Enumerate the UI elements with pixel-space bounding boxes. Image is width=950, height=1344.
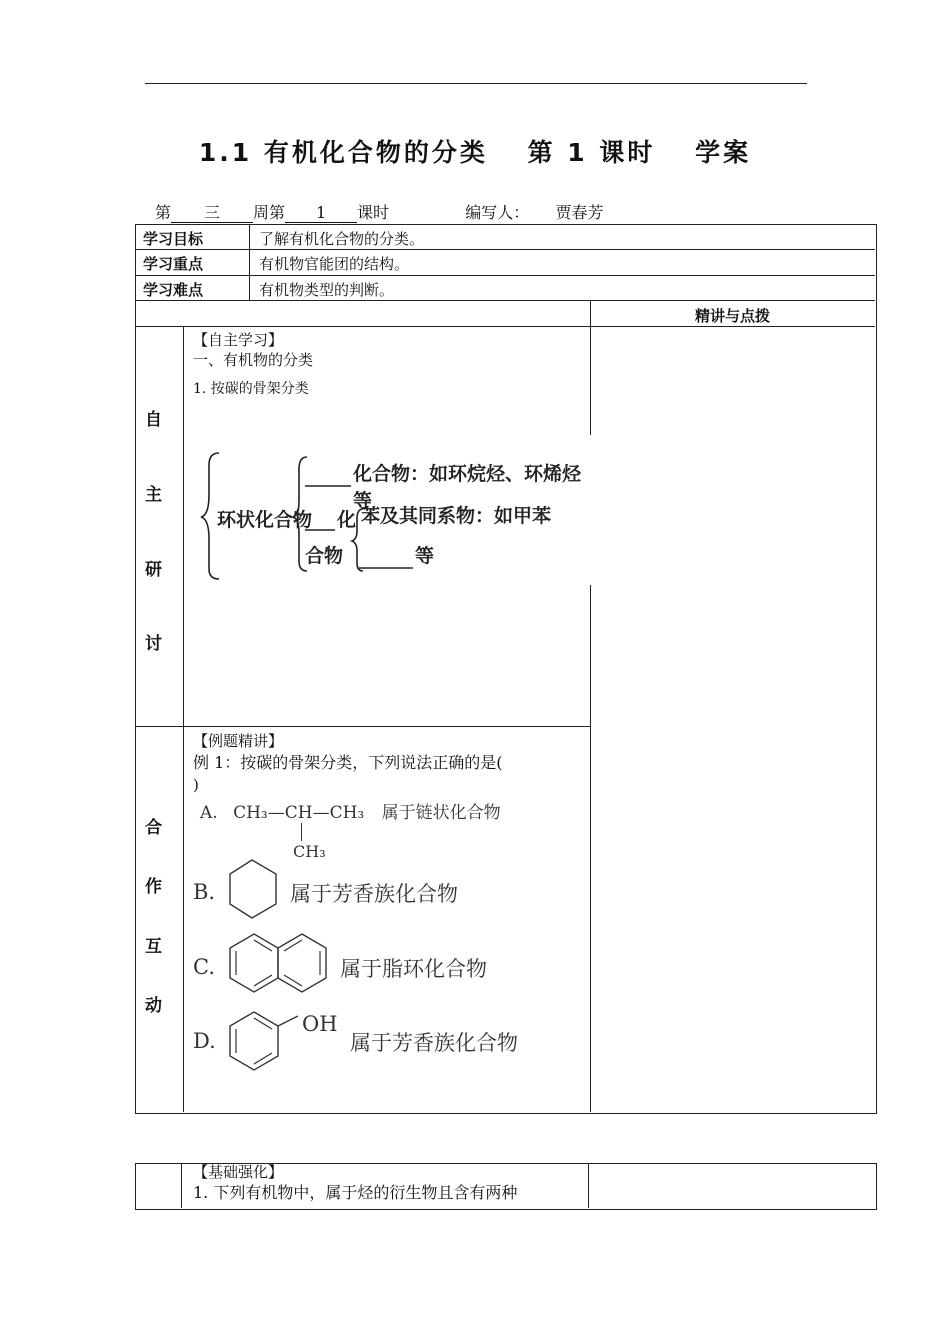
phenol-structure: [226, 1006, 306, 1076]
option-a-bond: [301, 823, 302, 841]
option-b-letter: B.: [193, 880, 216, 904]
option-a-text: 属于链状化合物: [381, 803, 501, 823]
col-divider: [249, 224, 250, 300]
row-label-key: 学习重点: [143, 255, 204, 273]
option-c-text: 属于脂环化合物: [340, 957, 487, 981]
example-question-end: ): [193, 776, 199, 794]
side-char: 自: [145, 410, 162, 430]
naphthalene-structure: [226, 932, 336, 1002]
self-study-line2: 1. 按碳的骨架分类: [193, 381, 309, 397]
week-suffix: 周第: [253, 203, 286, 222]
diagram-c1: 苯及其同系物：如甲苯: [361, 505, 552, 527]
diagram-c2: 等: [415, 545, 435, 567]
example-question: 例 1：按碳的骨架分类，下列说法正确的是(: [193, 753, 503, 772]
basic-line1: 1. 下列有机物中，属于烃的衍生物且含有两种: [193, 1183, 518, 1202]
example-heading: 【例题精讲】: [193, 732, 284, 750]
diagram-ring-compound: 环状化合物: [217, 509, 313, 531]
side-char: 动: [145, 996, 162, 1016]
author-label: 编写人：: [465, 203, 530, 222]
option-d-oh: OH: [302, 1012, 338, 1036]
row-value-goal: 了解有机化合物的分类。: [259, 230, 425, 248]
row-value-difficulty: 有机物类型的判断。: [259, 281, 395, 299]
side-char: 作: [145, 877, 162, 897]
option-d-letter: D.: [193, 1029, 216, 1053]
bottom-col-divider: [181, 1163, 182, 1208]
row-divider: [135, 249, 875, 250]
lesson-suffix: 课时: [357, 203, 390, 222]
side-char: 互: [145, 937, 162, 957]
side-char: 研: [145, 560, 162, 580]
week-value: 三: [171, 204, 253, 223]
row-divider: [135, 300, 875, 301]
self-study-heading: 【自主学习】: [193, 331, 284, 349]
cyclohexene-structure: [226, 858, 286, 924]
section-divider: [135, 726, 590, 727]
row-value-key: 有机物官能团的结构。: [259, 255, 410, 273]
week-prefix: 第: [155, 203, 172, 222]
header-rule: [145, 83, 807, 84]
row-divider: [135, 275, 875, 276]
side-char: 合: [145, 818, 162, 838]
classification-diagram: [195, 435, 593, 585]
lesson-value: 1: [285, 204, 357, 223]
diagram-line-a: 化合物：如环烷烃、环烯烃等: [353, 463, 582, 512]
diagram-b2: 合物: [305, 545, 344, 567]
side-char: 讨: [145, 634, 162, 654]
title-part2: 第 1 课时: [527, 138, 656, 167]
left-col-divider: [183, 326, 184, 1112]
option-d-text: 属于芳香族化合物: [350, 1031, 518, 1055]
info-line: [155, 200, 603, 223]
side-char: 主: [145, 485, 162, 505]
option-c-letter: C.: [193, 955, 215, 979]
option-a: [200, 798, 501, 823]
option-a-formula: CH₃—CH—CH₃: [233, 803, 365, 823]
option-a-branch: CH₃: [293, 842, 326, 861]
option-a-letter: A.: [200, 803, 218, 823]
self-study-line1: 一、有机物的分类: [193, 351, 314, 369]
author-name: 贾春芳: [555, 203, 604, 222]
title-part3: 学案: [695, 138, 752, 167]
title-part1: 1.1 有机化合物的分类: [198, 138, 488, 167]
option-b-text: 属于芳香族化合物: [290, 882, 458, 906]
bottom-col-divider: [588, 1163, 589, 1208]
right-col-divider: [590, 300, 591, 1112]
row-label-difficulty: 学习难点: [143, 281, 204, 299]
diagram-b1: 化: [337, 509, 357, 531]
page-title: [0, 133, 950, 169]
row-label-goal: 学习目标: [143, 230, 204, 248]
right-column-header: 精讲与点拨: [694, 307, 770, 325]
basic-heading: 【基础强化】: [193, 1163, 284, 1181]
